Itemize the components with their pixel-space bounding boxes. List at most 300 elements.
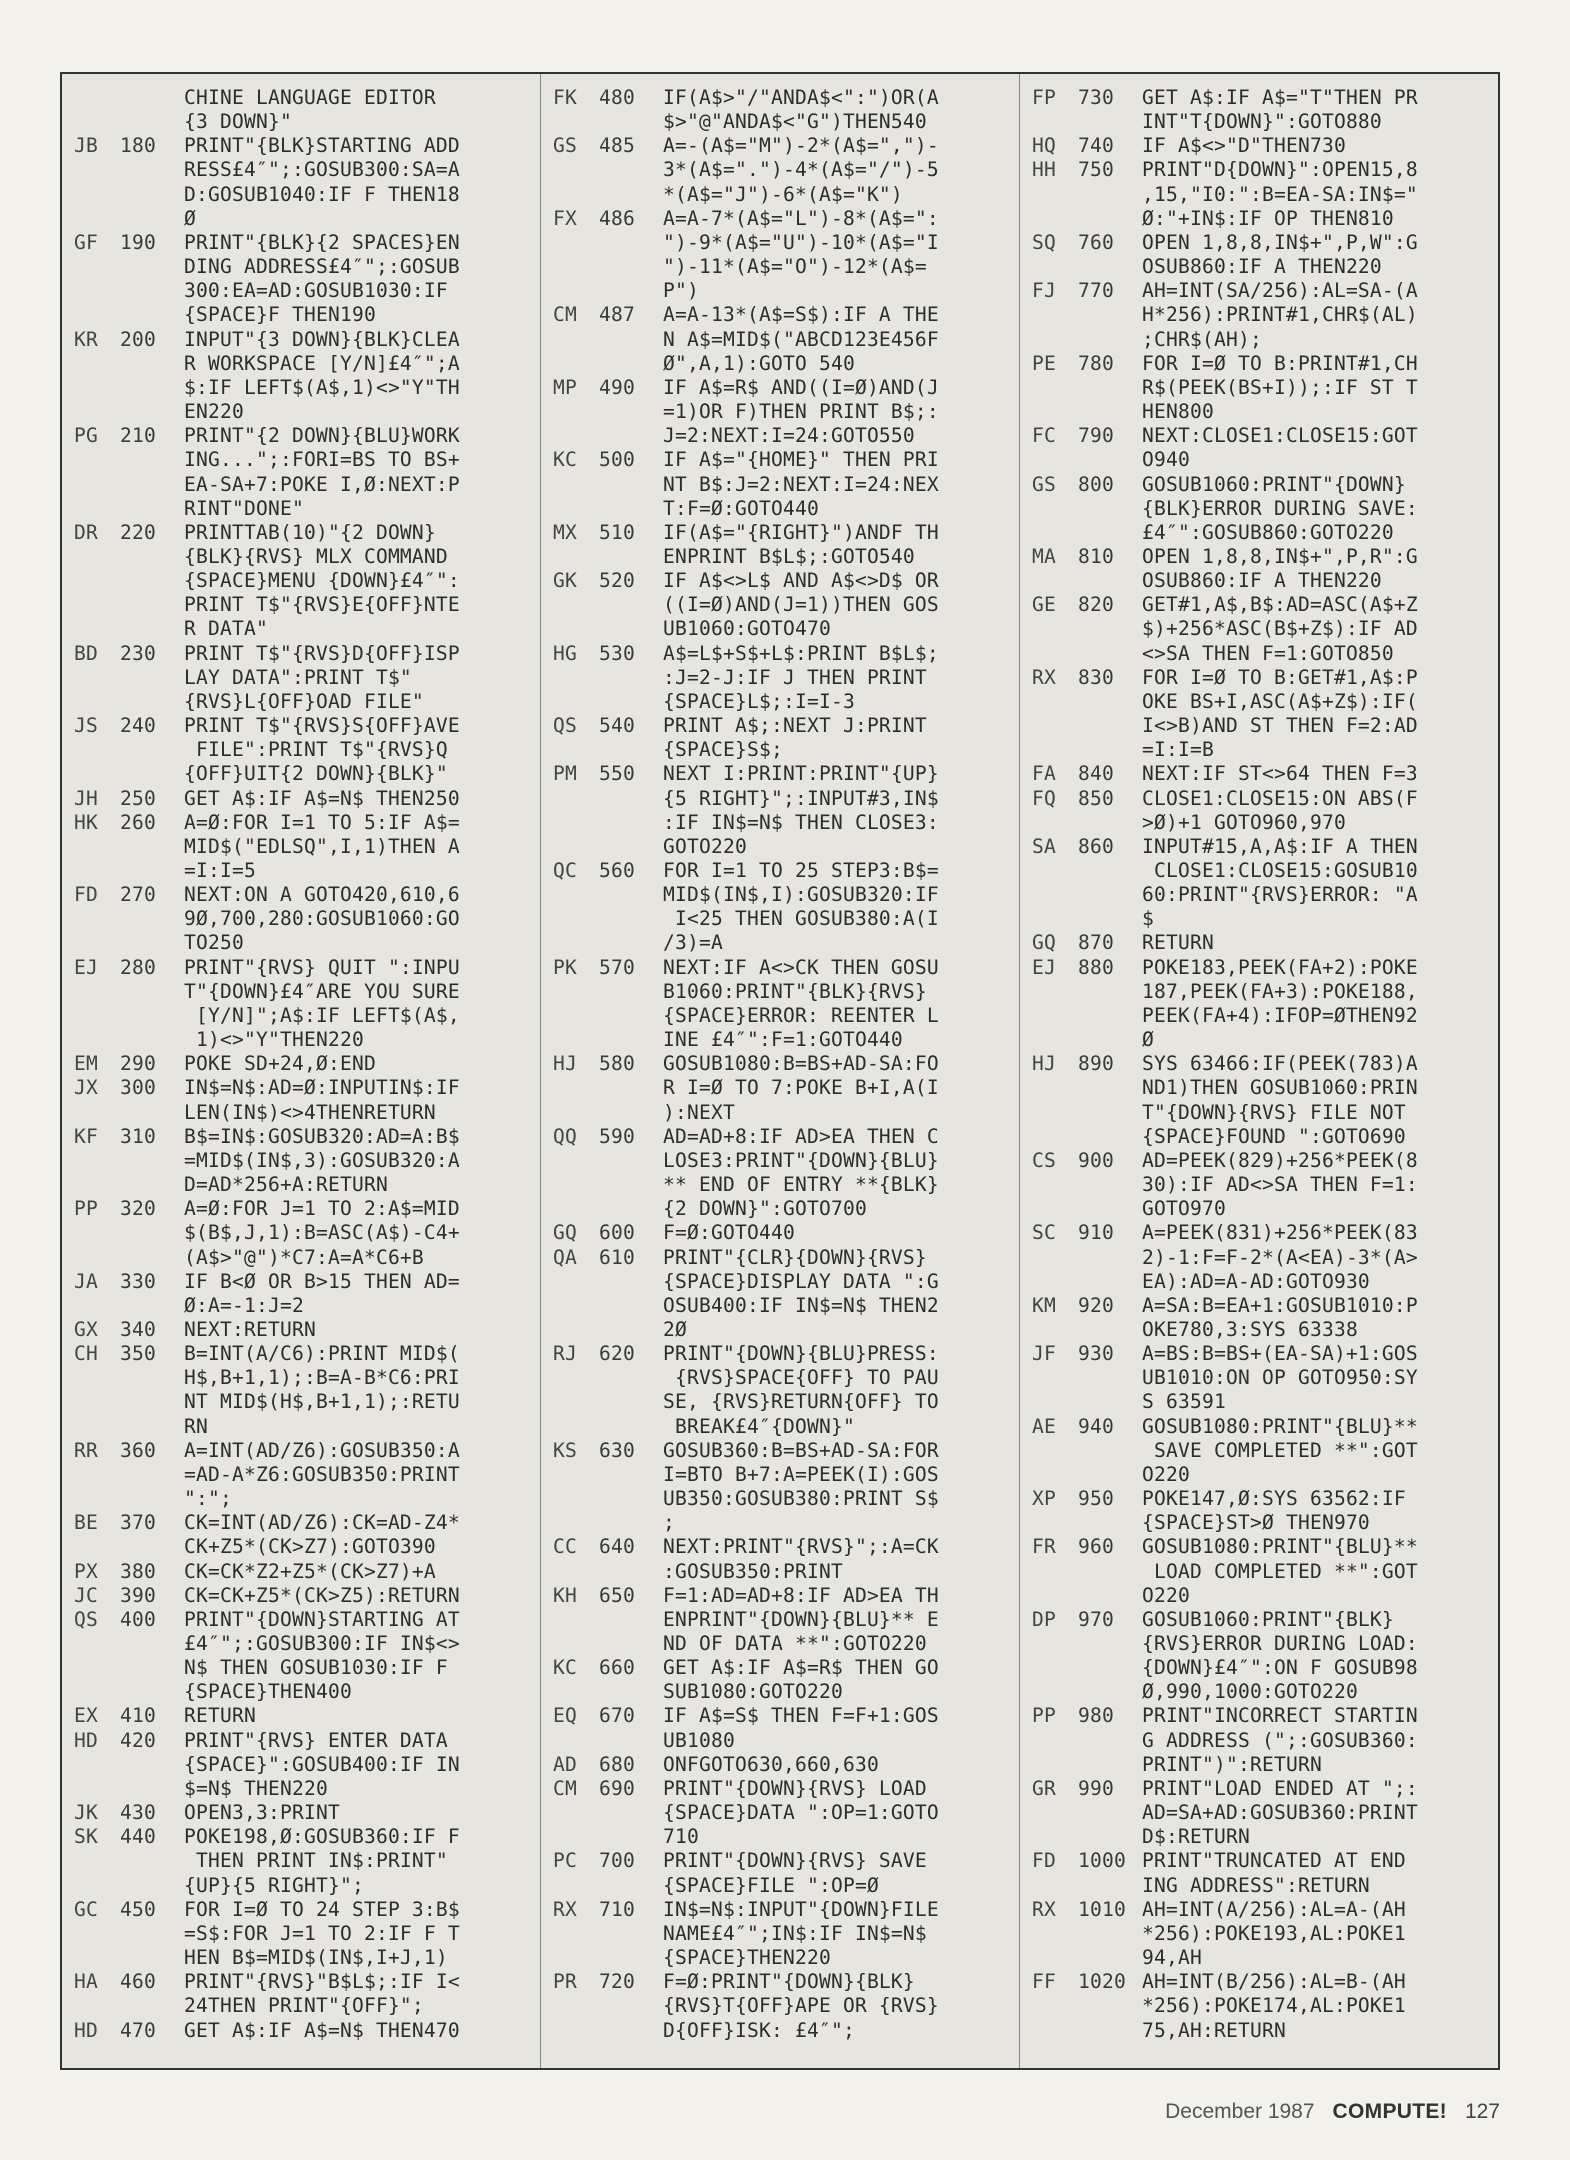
- checksum-code: [74, 110, 120, 134]
- line-number: 290: [120, 1052, 156, 1076]
- checksum-code: [1032, 1366, 1078, 1390]
- statement-text: N$ THEN GOSUB1030:IF F: [184, 1656, 448, 1680]
- code-line: [1032, 811, 1488, 835]
- checksum-code: GX: [74, 1317, 98, 1341]
- statement-text: NT MID$(H$,B+1,1);:RETU: [184, 1390, 460, 1414]
- code-line: [1032, 1874, 1488, 1898]
- line-number: [599, 424, 663, 448]
- checksum-code: [1032, 1753, 1078, 1777]
- checksum-code: HQ: [1032, 134, 1056, 158]
- line-number: 487: [599, 303, 635, 327]
- code-line: [553, 883, 1009, 907]
- checksum-code: KR: [74, 327, 98, 351]
- checksum-code: [1032, 448, 1078, 472]
- code-line: [1032, 207, 1488, 231]
- line-number: [599, 1028, 663, 1052]
- line-number: 310: [120, 1124, 156, 1148]
- code-line: [74, 1946, 530, 1970]
- statement-text: PRINT"{BLK}STARTING ADD: [184, 134, 460, 158]
- statement-text: {SPACE}MENU {DOWN}£4″":: [184, 569, 460, 593]
- statement-text: A=Ø:FOR I=1 TO 5:IF A$=: [184, 810, 460, 834]
- code-line: [1032, 303, 1488, 327]
- statement-text: S 63591: [1142, 1390, 1226, 1414]
- statement-text: CK=CK+Z5*(CK>Z5):RETURN: [184, 1583, 460, 1607]
- statement-text: ;: [663, 1511, 675, 1535]
- code-line: [553, 1125, 1009, 1149]
- code-line: [1032, 86, 1488, 110]
- statement-text: AD=SA+AD:GOSUB360:PRINT: [1142, 1801, 1418, 1825]
- code-line: [74, 883, 530, 907]
- line-number: [120, 738, 184, 762]
- line-number: [120, 1028, 184, 1052]
- statement-text: PRINT"{BLK}{2 SPACES}EN: [184, 230, 460, 254]
- checksum-code: [74, 545, 120, 569]
- code-line: [74, 593, 530, 617]
- line-number: [1078, 1197, 1142, 1221]
- statement-text: {2 DOWN}":GOTO700: [663, 1197, 867, 1221]
- checksum-code: [553, 1922, 599, 1946]
- statement-text: T"{DOWN}{RVS} FILE NOT: [1142, 1100, 1406, 1124]
- statement-text: R I=Ø TO 7:POKE B+I,A(I: [663, 1076, 939, 1100]
- line-number: 510: [599, 520, 635, 544]
- code-line: [74, 617, 530, 641]
- line-number: [1078, 183, 1142, 207]
- code-line: [1032, 521, 1488, 545]
- statement-text: D$:RETURN: [1142, 1825, 1250, 1849]
- line-number: [120, 1680, 184, 1704]
- line-number: 360: [120, 1438, 156, 1462]
- line-number: 630: [599, 1438, 635, 1462]
- statement-text: LOSE3:PRINT"{DOWN}{BLU}: [663, 1148, 939, 1172]
- statement-text: {UP}{5 RIGHT}";: [184, 1873, 364, 1897]
- checksum-code: [74, 1656, 120, 1680]
- code-line: [553, 714, 1009, 738]
- statement-text: EN220: [184, 400, 244, 424]
- statement-text: N A$=MID$("ABCD123E456F: [663, 327, 939, 351]
- line-number: [120, 497, 184, 521]
- statement-text: A=PEEK(831)+256*PEEK(83: [1142, 1221, 1418, 1245]
- code-line: [1032, 110, 1488, 134]
- checksum-code: [553, 907, 599, 931]
- code-line: [553, 1535, 1009, 1559]
- line-number: [120, 110, 184, 134]
- code-line: [74, 1777, 530, 1801]
- code-line: [1032, 1729, 1488, 1753]
- statement-text: {SPACE}":GOSUB400:IF IN: [184, 1752, 460, 1776]
- line-number: 890: [1078, 1052, 1114, 1076]
- code-line: [553, 907, 1009, 931]
- statement-text: IN$=N$:INPUT"{DOWN}FILE: [663, 1897, 939, 1921]
- statement-text: 1)<>"Y"THEN220: [184, 1028, 364, 1052]
- checksum-code: GQ: [1032, 931, 1056, 955]
- line-number: [599, 690, 663, 714]
- checksum-code: [553, 1173, 599, 1197]
- checksum-code: [553, 1004, 599, 1028]
- checksum-code: [74, 376, 120, 400]
- statement-text: ")-9*(A$="U")-10*(A$="I: [663, 230, 939, 254]
- line-number: [120, 473, 184, 497]
- statement-text: A=-(A$="M")-2*(A$=",")-: [663, 134, 939, 158]
- statement-text: {RVS}ERROR DURING LOAD:: [1142, 1632, 1418, 1655]
- checksum-code: HD: [74, 2018, 98, 2042]
- line-number: [1078, 2019, 1142, 2043]
- line-number: [599, 1511, 663, 1535]
- statement-text: NAME£4″";IN$:IF IN$=N$: [663, 1921, 927, 1945]
- statement-text: <>SA THEN F=1:GOTO850: [1142, 641, 1394, 665]
- checksum-code: [553, 1946, 599, 1970]
- statement-text: A$=L$+S$+L$:PRINT B$L$;: [663, 641, 939, 665]
- line-number: [120, 907, 184, 931]
- statement-text: CLOSE1:CLOSE15:ON ABS(F: [1142, 786, 1418, 810]
- statement-text: OSUB860:IF A THEN220: [1142, 569, 1382, 593]
- line-number: [120, 1004, 184, 1028]
- line-number: [599, 279, 663, 303]
- checksum-code: [553, 400, 599, 424]
- statement-text: H*256):PRINT#1,CHR$(AL): [1142, 303, 1418, 327]
- line-number: 400: [120, 1607, 156, 1631]
- checksum-code: [553, 1318, 599, 1342]
- line-number: [599, 593, 663, 617]
- statement-text: NT B$:J=2:NEXT:I=24:NEX: [663, 472, 939, 496]
- code-line: [1032, 1390, 1488, 1414]
- statement-text: ND1)THEN GOSUB1060:PRIN: [1142, 1076, 1418, 1100]
- code-line: [1032, 1463, 1488, 1487]
- checksum-code: SK: [74, 1825, 98, 1849]
- statement-text: B$=IN$:GOSUB320:AD=A:B$: [184, 1124, 460, 1148]
- checksum-code: RJ: [553, 1342, 577, 1366]
- code-line: [74, 183, 530, 207]
- line-number: 390: [120, 1583, 156, 1607]
- line-number: [599, 907, 663, 931]
- code-line: [553, 158, 1009, 182]
- line-number: [120, 1535, 184, 1559]
- line-number: 280: [120, 955, 156, 979]
- code-line: [74, 980, 530, 1004]
- code-line: [1032, 497, 1488, 521]
- line-number: [599, 1463, 663, 1487]
- line-number: [599, 1149, 663, 1173]
- code-line: [553, 956, 1009, 980]
- checksum-code: [1032, 1463, 1078, 1487]
- checksum-code: [1032, 569, 1078, 593]
- statement-text: IF A$<>L$ AND A$<>D$ OR: [663, 569, 939, 593]
- code-line: [553, 859, 1009, 883]
- code-line: [74, 907, 530, 931]
- line-number: [599, 1874, 663, 1898]
- checksum-code: [553, 183, 599, 207]
- code-line: [1032, 1898, 1488, 1922]
- code-line: [1032, 1801, 1488, 1825]
- statement-text: (A$>"@")*C7:A=A*C6+B: [184, 1245, 424, 1269]
- checksum-code: [1032, 2019, 1078, 2043]
- code-line: [1032, 1173, 1488, 1197]
- line-number: 1020: [1078, 1970, 1126, 1994]
- line-number: [120, 762, 184, 786]
- line-number: [120, 1922, 184, 1946]
- checksum-code: [1032, 1173, 1078, 1197]
- statement-text: 75,AH:RETURN: [1142, 2018, 1286, 2042]
- code-line: [74, 956, 530, 980]
- line-number: [120, 1221, 184, 1245]
- statement-text: 300:EA=AD:GOSUB1030:IF: [184, 279, 448, 303]
- checksum-code: [553, 1729, 599, 1753]
- checksum-code: [553, 1511, 599, 1535]
- code-line: [1032, 1632, 1488, 1656]
- code-line: [553, 255, 1009, 279]
- checksum-code: EQ: [553, 1704, 577, 1728]
- statement-text: MID$(IN$,I):GOSUB320:IF: [663, 883, 939, 907]
- statement-text: R DATA": [184, 617, 268, 641]
- line-number: 620: [599, 1342, 635, 1366]
- listing-column-3: [1019, 74, 1498, 2068]
- line-number: 250: [120, 786, 156, 810]
- code-line: [74, 1753, 530, 1777]
- statement-text: $:IF LEFT$(A$,1)<>"Y"TH: [184, 375, 460, 399]
- statement-text: GOSUB1080:PRINT"{BLU}**: [1142, 1535, 1418, 1559]
- line-number: 490: [599, 375, 635, 399]
- statement-text: {SPACE}DISPLAY DATA ":G: [663, 1269, 939, 1293]
- line-number: [599, 545, 663, 569]
- line-number: 420: [120, 1728, 156, 1752]
- code-line: [74, 835, 530, 859]
- line-number: 810: [1078, 544, 1114, 568]
- line-number: [599, 1632, 663, 1656]
- line-number: [1078, 811, 1142, 835]
- line-number: 730: [1078, 86, 1114, 109]
- line-number: [1078, 1632, 1142, 1656]
- page-number: 127: [1464, 2100, 1500, 2123]
- statement-text: MID$("EDLSQ",I,1)THEN A: [184, 834, 460, 858]
- statement-text: NEXT:RETURN: [184, 1317, 316, 1341]
- code-line: [74, 931, 530, 955]
- code-line: [1032, 158, 1488, 182]
- statement-text: IN$=N$:AD=Ø:INPUTIN$:IF: [184, 1076, 460, 1100]
- code-line: [74, 1487, 530, 1511]
- code-line: [553, 110, 1009, 134]
- statement-text: G ADDRESS (";:GOSUB360:: [1142, 1728, 1418, 1752]
- checksum-code: [74, 1777, 120, 1801]
- checksum-code: [74, 207, 120, 231]
- statement-text: Ø: [184, 206, 196, 230]
- statement-text: OPEN 1,8,8,IN$+",P,R":G: [1142, 544, 1418, 568]
- listing-frame: [60, 72, 1500, 2070]
- line-number: [599, 183, 663, 207]
- checksum-code: [1032, 1560, 1078, 1584]
- line-number: [120, 1994, 184, 2018]
- checksum-code: PR: [553, 1970, 577, 1994]
- checksum-code: [74, 931, 120, 955]
- statement-text: {SPACE}S$;: [663, 738, 783, 762]
- code-line: [1032, 1366, 1488, 1390]
- statement-text: GOTO220: [663, 834, 747, 858]
- line-number: [120, 1463, 184, 1487]
- checksum-code: [1032, 1825, 1078, 1849]
- code-line: [553, 1101, 1009, 1125]
- checksum-code: QS: [553, 714, 577, 738]
- code-line: [74, 1584, 530, 1608]
- checksum-code: MA: [1032, 544, 1056, 568]
- code-line: [74, 255, 530, 279]
- code-line: [553, 207, 1009, 231]
- statement-text: SUB1080:GOTO220: [663, 1680, 843, 1704]
- statement-text: 9Ø,700,280:GOSUB1060:GO: [184, 907, 460, 931]
- checksum-code: [74, 1028, 120, 1052]
- code-line: [553, 1729, 1009, 1753]
- code-line: [553, 1777, 1009, 1801]
- line-number: 960: [1078, 1535, 1114, 1559]
- checksum-code: [1032, 1004, 1078, 1028]
- line-number: 670: [599, 1704, 635, 1728]
- checksum-code: [1032, 714, 1078, 738]
- checksum-code: PC: [553, 1849, 577, 1873]
- line-number: [1078, 1656, 1142, 1680]
- statement-text: T"{DOWN}£4″ARE YOU SURE: [184, 979, 460, 1003]
- statement-text: AD=AD+8:IF AD>EA THEN C: [663, 1124, 939, 1148]
- statement-text: {SPACE}F THEN190: [184, 303, 376, 327]
- line-number: 300: [120, 1076, 156, 1100]
- statement-text: LAY DATA":PRINT T$": [184, 665, 412, 689]
- line-number: 260: [120, 810, 156, 834]
- checksum-code: [74, 448, 120, 472]
- checksum-code: PG: [74, 424, 98, 448]
- code-line: [553, 1560, 1009, 1584]
- checksum-code: RX: [1032, 665, 1056, 689]
- line-number: [120, 1294, 184, 1318]
- statement-text: {SPACE}FILE ":OP=Ø: [663, 1873, 879, 1897]
- code-line: [74, 1342, 530, 1366]
- line-number: [120, 1173, 184, 1197]
- statement-text: INPUT"{3 DOWN}{BLK}CLEA: [184, 327, 460, 351]
- statement-text: R$(PEEK(BS+I));:IF ST T: [1142, 375, 1418, 399]
- code-line: [553, 1874, 1009, 1898]
- checksum-code: SC: [1032, 1221, 1056, 1245]
- code-line: [1032, 1487, 1488, 1511]
- line-number: 550: [599, 762, 635, 786]
- checksum-code: [1032, 617, 1078, 641]
- checksum-code: PP: [74, 1197, 98, 1221]
- line-number: 970: [1078, 1607, 1114, 1631]
- line-number: 270: [120, 883, 156, 907]
- statement-text: GOSUB1060:PRINT"{DOWN}: [1142, 472, 1406, 496]
- checksum-code: HD: [74, 1728, 98, 1752]
- checksum-code: [74, 1680, 120, 1704]
- line-number: 570: [599, 955, 635, 979]
- line-number: 485: [599, 134, 635, 158]
- statement-text: PRINT"TRUNCATED AT END: [1142, 1849, 1406, 1873]
- checksum-code: [1032, 1270, 1078, 1294]
- line-number: [599, 2019, 663, 2043]
- page-footer: [1165, 2100, 1500, 2124]
- checksum-code: FP: [1032, 86, 1056, 109]
- code-line: [74, 569, 530, 593]
- checksum-code: PP: [1032, 1704, 1056, 1728]
- statement-text: {3 DOWN}": [184, 110, 292, 134]
- line-number: 900: [1078, 1148, 1114, 1172]
- line-number: 200: [120, 327, 156, 351]
- line-number: [120, 1656, 184, 1680]
- line-number: 180: [120, 134, 156, 158]
- checksum-code: [1032, 1632, 1078, 1656]
- statement-text: *256):POKE174,AL:POKE1: [1142, 1994, 1406, 2018]
- code-line: [74, 1415, 530, 1439]
- line-number: [599, 1825, 663, 1849]
- code-line: [553, 1608, 1009, 1632]
- line-number: 410: [120, 1704, 156, 1728]
- code-line: [74, 1535, 530, 1559]
- statement-text: I=BTO B+7:A=PEEK(I):GOS: [663, 1462, 939, 1486]
- code-line: [74, 376, 530, 400]
- checksum-code: JA: [74, 1269, 98, 1293]
- code-line: [1032, 352, 1488, 376]
- statement-text: D:GOSUB1040:IF F THEN18: [184, 182, 460, 206]
- line-number: [599, 1994, 663, 2018]
- statement-text: AH=INT(B/256):AL=B-(AH: [1142, 1970, 1406, 1994]
- statement-text: F=1:AD=AD+8:IF AD>EA TH: [663, 1583, 939, 1607]
- checksum-code: [553, 1560, 599, 1584]
- statement-text: {SPACE}DATA ":OP=1:GOTO: [663, 1801, 939, 1825]
- statement-text: 710: [663, 1825, 699, 1849]
- code-line: [1032, 1318, 1488, 1342]
- code-line: [553, 593, 1009, 617]
- checksum-code: [1032, 811, 1078, 835]
- checksum-code: [1032, 1390, 1078, 1414]
- checksum-code: [553, 666, 599, 690]
- code-line: [74, 352, 530, 376]
- code-line: [1032, 1246, 1488, 1270]
- checksum-code: [74, 1004, 120, 1028]
- checksum-code: [553, 1294, 599, 1318]
- statement-text: PRINT"{RVS} QUIT ":INPU: [184, 955, 460, 979]
- checksum-code: [553, 1463, 599, 1487]
- code-line: [74, 134, 530, 158]
- checksum-code: [74, 593, 120, 617]
- statement-text: £4″";:GOSUB300:IF IN$<>: [184, 1632, 460, 1655]
- line-number: [599, 1487, 663, 1511]
- checksum-code: JF: [1032, 1342, 1056, 1366]
- code-line: [74, 1366, 530, 1390]
- code-line: [553, 1149, 1009, 1173]
- line-number: 640: [599, 1535, 635, 1559]
- statement-text: RETURN: [184, 1704, 256, 1728]
- statement-text: ):NEXT: [663, 1100, 735, 1124]
- line-number: [1078, 1946, 1142, 1970]
- checksum-code: [553, 1390, 599, 1414]
- line-number: [599, 787, 663, 811]
- line-number: 780: [1078, 351, 1114, 375]
- checksum-code: PE: [1032, 351, 1056, 375]
- checksum-code: [74, 1487, 120, 1511]
- line-number: 870: [1078, 931, 1114, 955]
- checksum-code: [553, 931, 599, 955]
- statement-text: RETURN: [1142, 931, 1214, 955]
- checksum-code: MP: [553, 375, 577, 399]
- checksum-code: JH: [74, 786, 98, 810]
- code-line: [1032, 1052, 1488, 1076]
- statement-text: ING ADDRESS":RETURN: [1142, 1873, 1370, 1897]
- line-number: 600: [599, 1221, 635, 1245]
- code-line: [1032, 473, 1488, 497]
- code-line: [553, 1246, 1009, 1270]
- checksum-code: XP: [1032, 1487, 1056, 1511]
- statement-text: I<25 THEN GOSUB380:A(I: [663, 907, 939, 931]
- checksum-code: GS: [553, 134, 577, 158]
- line-number: [1078, 1874, 1142, 1898]
- statement-text: AH=INT(A/256):AL=A-(AH: [1142, 1897, 1406, 1921]
- checksum-code: [74, 762, 120, 786]
- line-number: [599, 400, 663, 424]
- statement-text: OSUB860:IF A THEN220: [1142, 255, 1382, 279]
- statement-text: INT"T{DOWN}":GOTO880: [1142, 110, 1382, 134]
